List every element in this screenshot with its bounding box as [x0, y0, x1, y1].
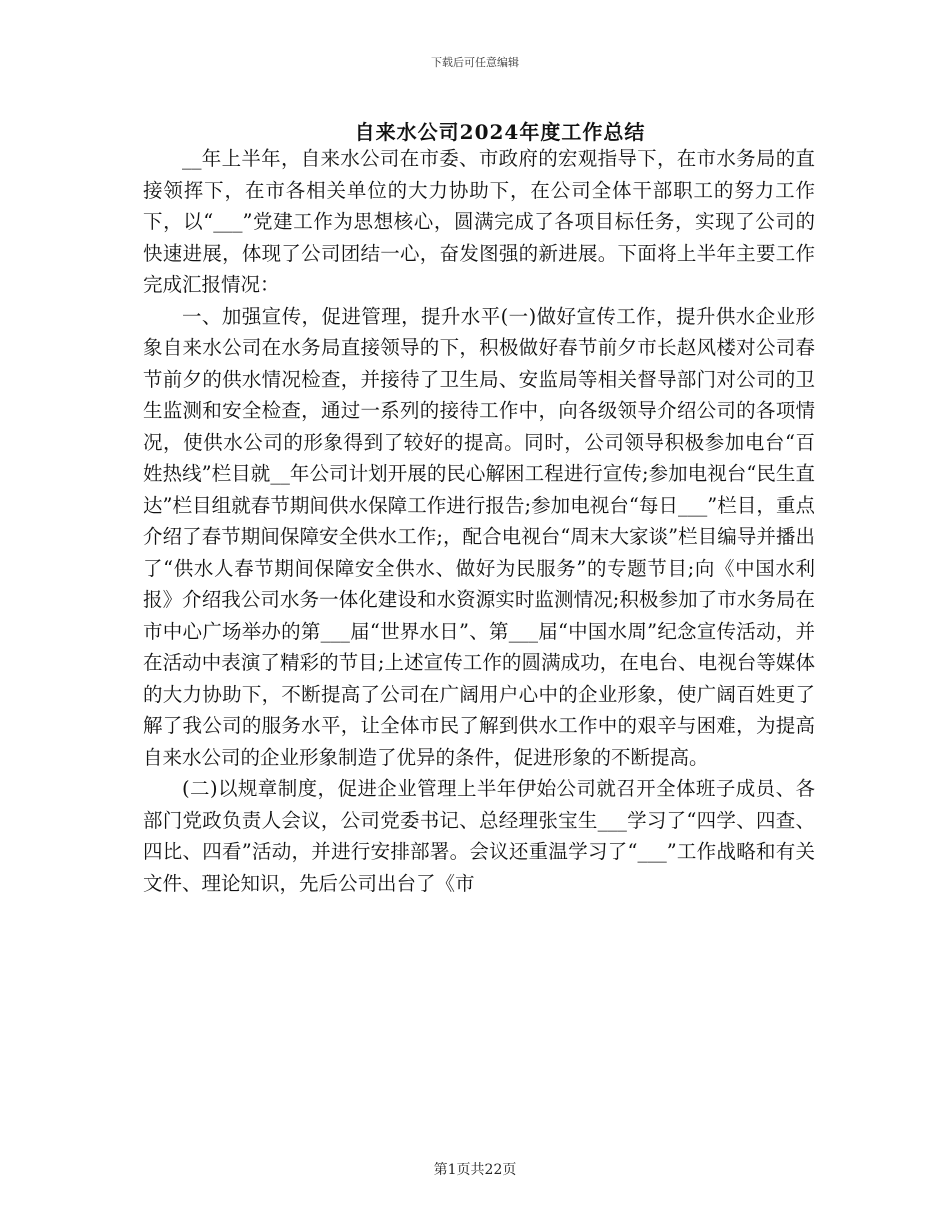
document-body [143, 143, 815, 899]
paragraph: 一、加强宣传，促进管理，提升水平(一)做好宣传工作，提升供水企业形象自来水公司在水务局直接领导的下，积极做好春节前夕市长赵风楼对公司春节前夕的供水情况检查，并接待了卫生局、安监局等相关督导部门对公司的卫生监测和安全检查，通过一系列的接待工作中，向各级领导介绍公司的各项情况，使供水公司的形象得到了较好的提高。同时，公司领导积极参加电台“百姓热线”栏目就__年公司计划开展的民心解困工程进行宣传;参加电视台“民生直达”栏目组就春节期间供水保障工作进行报告;参加电视台“每日___”栏目，重点介绍了春节期间保障安全供水工作;，配合电视台“周末大家谈”栏目编导并播出了“供水人春节期间保障安全供水、做好为民服务”的专题节目;向《中国水利报》介绍我公司水务一体化建设和水资源实时监测情况;积极参加了市水务局在市中心广场举办的第___届“世界水日”、第___届“中国水周”纪念宣传活动，并在活动中表演了精彩的节目;上述宣传工作的圆满成功，在电台、电视台等媒体的大力协助下，不断提高了公司在广阔用户心中的企业形象，使广阔百姓更了解了我公司的服务水平，让全体市民了解到供水工作中的艰辛与困难，为提高自来水公司的企业形象制造了优异的条件，促进形象的不断提高。 [143, 304, 815, 769]
paragraph: __年上半年，自来水公司在市委、市政府的宏观指导下，在市水务局的直接领挥下，在市各相关单位的大力协助下，在公司全体干部职工的努力工作下，以“___”党建工作为思想核心，圆满完成了各项目标任务，实现了公司的快速进展，体现了公司团结一心，奋发图强的新进展。下面将上半年主要工作完成汇报情况： [143, 147, 815, 296]
page-header-note: 下载后可任意编辑 [431, 56, 519, 69]
paragraph: (二)以规章制度，促进企业管理上半年伊始公司就召开全体班子成员、各部门党政负责人会议，公司党委书记、总经理张宝生___学习了“四学、四查、四比、四看”活动，并进行安排部署。会议还重温学习了“___”工作战略和有关文件、理论知识，先后公司出台了《市 [143, 777, 815, 895]
document-title: 自来水公司2024年度工作总结 [354, 120, 646, 144]
page-footer-number: 第1页共22页 [433, 1162, 517, 1178]
